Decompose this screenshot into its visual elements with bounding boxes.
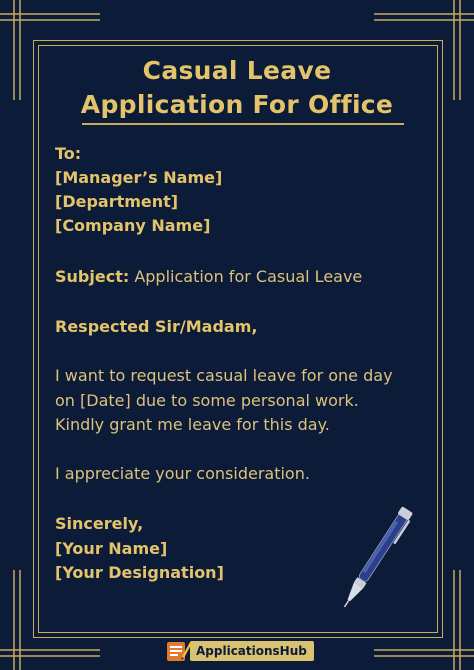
manager-name-placeholder: [Manager’s Name] [55, 168, 223, 187]
body-line-1: I want to request casual leave for one day [55, 366, 393, 385]
department-placeholder: [Department] [55, 192, 179, 211]
body-line-2: on [Date] due to some personal work. [55, 391, 359, 410]
logo-text: ApplicationsHub [190, 641, 314, 661]
appreciation-line: I appreciate your consideration. [55, 464, 310, 483]
salutation: Respected Sir/Madam, [55, 317, 258, 336]
subject-line [55, 264, 362, 289]
your-designation-placeholder: [Your Designation] [55, 563, 224, 582]
to-label: To: [55, 144, 82, 163]
sincerely-label: Sincerely, [55, 514, 144, 533]
subject-text: Application for Casual Leave [129, 267, 363, 286]
company-name-placeholder: [Company Name] [55, 216, 211, 235]
title-line-1: Casual Leave [142, 56, 332, 85]
applicationshub-logo [164, 638, 314, 664]
body-line-3: Kindly grant me leave for this day. [55, 415, 330, 434]
title-line-2: Application For Office [80, 90, 394, 119]
pencil-notepad-icon [164, 639, 192, 663]
title-underline [82, 123, 404, 125]
your-name-placeholder: [Your Name] [55, 539, 168, 558]
subject-label: Subject: [55, 267, 130, 286]
pen-icon [330, 500, 420, 620]
